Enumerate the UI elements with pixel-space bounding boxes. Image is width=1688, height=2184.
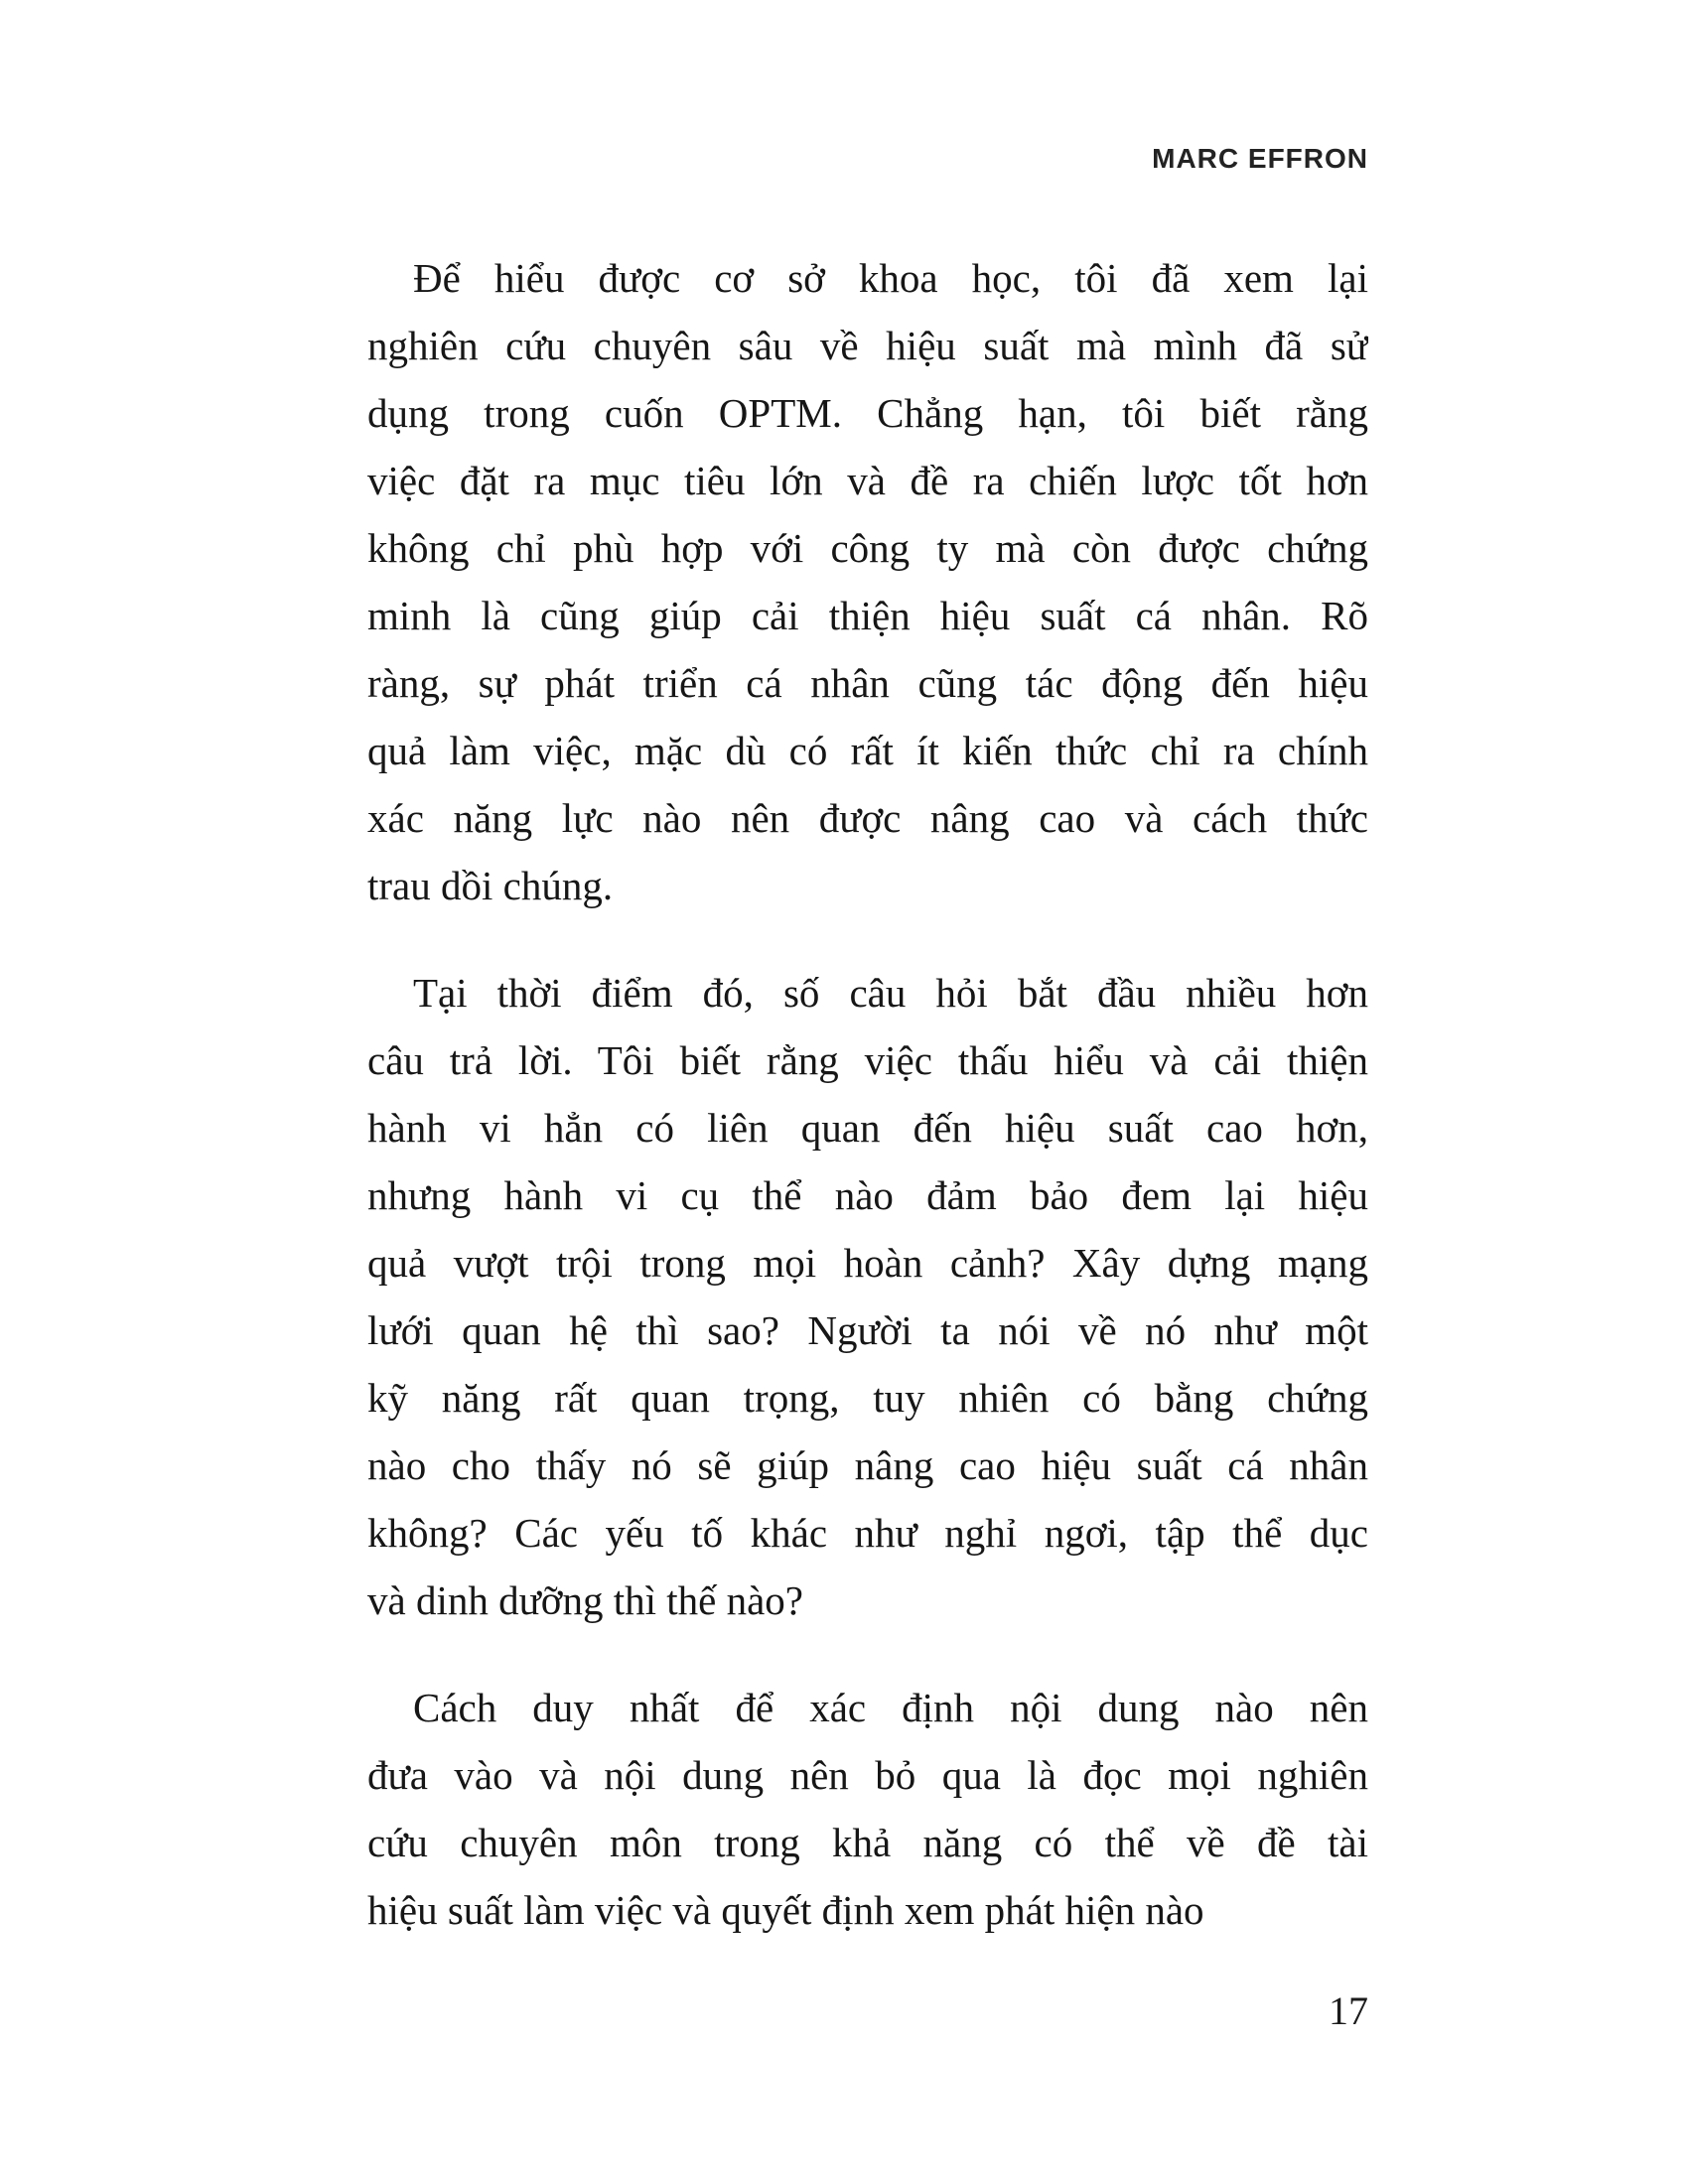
text-line: lưới quan hệ thì sao? Người ta nói về nó như một — [367, 1307, 1368, 1353]
paragraph — [367, 1674, 1368, 1944]
text-line: Cách duy nhất để xác định nội dung nào nên — [413, 1685, 1368, 1730]
text-line: dụng trong cuốn OPTM. Chẳng hạn, tôi biết rằng — [367, 390, 1368, 436]
text-line: quả làm việc, mặc dù có rất ít kiến thức chỉ ra chính — [367, 728, 1368, 773]
text-line: kỹ năng rất quan trọng, tuy nhiên có bằng chứng — [367, 1375, 1368, 1421]
text-line: xác năng lực nào nên được nâng cao và cách thức — [367, 795, 1368, 841]
text-line: hành vi hẳn có liên quan đến hiệu suất cao hơn, — [367, 1105, 1368, 1151]
text-line: nghiên cứu chuyên sâu về hiệu suất mà mình đã sử — [367, 323, 1368, 368]
text-line: và dinh dưỡng thì thế nào? — [367, 1577, 804, 1623]
page-number: 17 — [1329, 1988, 1368, 2033]
text-line: trau dồi chúng. — [367, 863, 614, 908]
text-line: Tại thời điểm đó, số câu hỏi bắt đầu nhiều hơn — [413, 970, 1368, 1016]
text-line: quả vượt trội trong mọi hoàn cảnh? Xây dựng mạng — [367, 1240, 1368, 1286]
text-line: ràng, sự phát triển cá nhân cũng tác động đến hiệu — [367, 660, 1368, 706]
text-line: không? Các yếu tố khác như nghỉ ngơi, tập thể dục — [367, 1510, 1368, 1556]
paragraph — [367, 244, 1368, 919]
text-line: Để hiểu được cơ sở khoa học, tôi đã xem lại — [413, 255, 1368, 301]
text-line: câu trả lời. Tôi biết rằng việc thấu hiểu và cải thiện — [367, 1037, 1368, 1083]
text-line: cứu chuyên môn trong khả năng có thể về đề tài — [367, 1820, 1368, 1865]
paragraph — [367, 959, 1368, 1634]
text-line: minh là cũng giúp cải thiện hiệu suất cá nhân. Rõ — [367, 593, 1368, 638]
text-line: nào cho thấy nó sẽ giúp nâng cao hiệu suất cá nhân — [367, 1442, 1368, 1488]
text-line: nhưng hành vi cụ thể nào đảm bảo đem lại hiệu — [367, 1172, 1368, 1218]
text-line: việc đặt ra mục tiêu lớn và đề ra chiến lược tốt hơn — [367, 458, 1368, 503]
text-line: đưa vào và nội dung nên bỏ qua là đọc mọi nghiên — [367, 1752, 1368, 1798]
text-line: không chỉ phù hợp với công ty mà còn được chứng — [367, 525, 1368, 571]
text-line: hiệu suất làm việc và quyết định xem phát hiện nào — [367, 1887, 1204, 1933]
body-text — [367, 244, 1368, 1983]
running-header-author: MARC EFFRON — [1152, 143, 1368, 174]
